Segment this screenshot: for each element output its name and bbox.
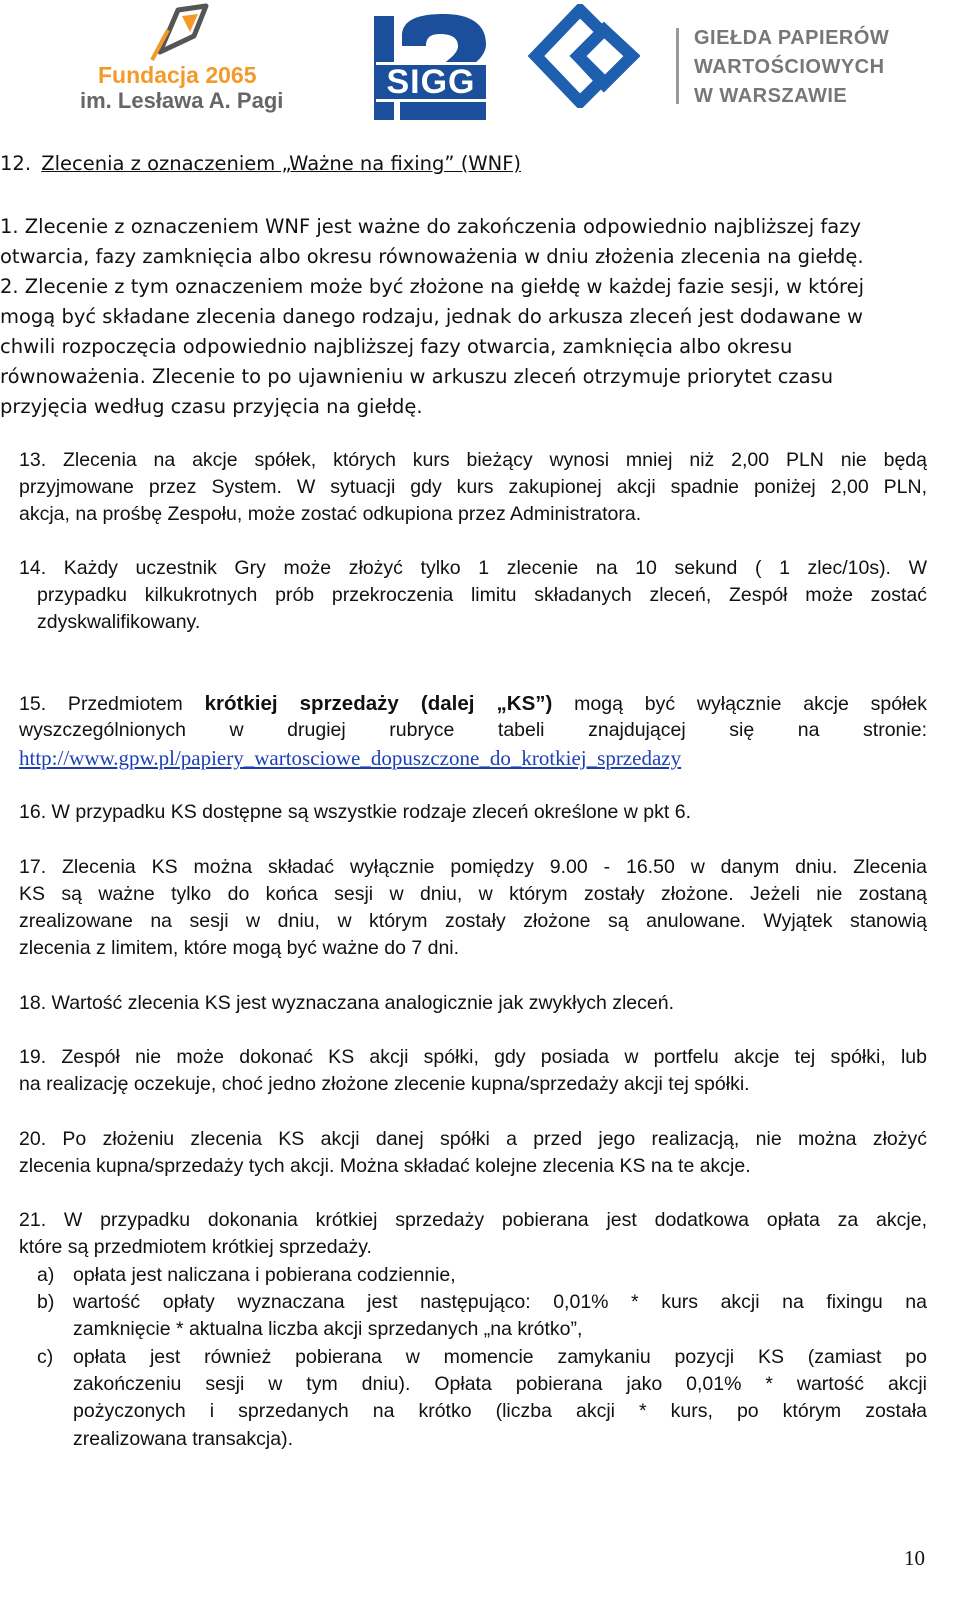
section-17-line: KS są ważne tylko do końca sesji w dniu, w którym zostały złożone. Jeżeli nie zostaną [19, 883, 927, 905]
section-18-text: 18. Wartość zlecenia KS jest wyznaczana analogicznie jak zwykłych zleceń. [19, 992, 674, 1014]
section-21-line: 21. W przypadku dokonania krótkiej sprzedaży pobierana jest dodatkowa opłata za akcje, [19, 1209, 927, 1231]
section-12-heading [0, 152, 521, 175]
gpw-name-line2: WARTOŚCIOWYCH [694, 56, 885, 78]
text-line: 2. Zlecenie z tym oznaczeniem może być złożone na giełdę w każdej fazie sesji, w której [0, 275, 865, 298]
section-17-line: 17. Zlecenia KS można składać wyłącznie pomiędzy 9.00 - 16.50 w danym dniu. Zlecenia [19, 856, 927, 878]
text-line: równoważenia. Zlecenie to po ujawnieniu w arkuszu zleceń otrzymuje priorytet czasu [0, 365, 834, 388]
list-item-text: zamknięcie * aktualna liczba akcji sprzedanych „na krótko”, [73, 1318, 583, 1340]
gpw-emblem-icon [528, 4, 640, 108]
fundacja-logo [80, 0, 300, 118]
section-14-line: 14. Każdy uczestnik Gry może złożyć tylko 1 zlecenie na 10 sekund ( 1 zlec/10s). W [19, 557, 927, 579]
sigg-logo [374, 14, 488, 120]
text-line: przyjęcia według czasu przyjęcia na giełdę. [0, 395, 423, 418]
section-19-line: 19. Zespół nie może dokonać KS akcji spółki, gdy posiada w portfelu akcje tej spółki, lub [19, 1046, 927, 1068]
section-17-line: zlecenia z limitem, które mogą być ważne do 7 dni. [19, 937, 460, 959]
section-16-text: 16. W przypadku KS dostępne są wszystkie rodzaje zleceń określone w pkt 6. [19, 801, 691, 823]
section-19-line: na realizację oczekuje, choć jedno złożone zlecenie kupna/sprzedaży akcji tej spółki. [19, 1073, 750, 1095]
text-span: mogą być wyłącznie akcje spółek [552, 693, 927, 715]
gpw-name-line3: W WARSZAWIE [694, 85, 848, 107]
text-line: 1. Zlecenie z oznaczeniem WNF jest ważne do zakończenia odpowiednio najbliższej fazy [0, 215, 861, 238]
section-20-line: zlecenia kupna/sprzedaży tych akcji. Można składać kolejne zlecenia KS na te akcje. [19, 1155, 751, 1177]
section-13-line: przyjmowane przez System. W sytuacji gdy kurs zakupionej akcji spadnie poniżej 2,00 PLN, [19, 476, 927, 498]
section-14-line: przypadku kilkukrotnych prób przekroczenia limitu składanych zleceń, Zespół może zostać [37, 584, 927, 606]
text-span: 15. Przedmiotem [19, 693, 205, 715]
list-item-text: zrealizowana transakcja). [73, 1428, 294, 1450]
ks-term: krótkiej sprzedaży (dalej „KS”) [204, 692, 553, 715]
list-item-text: wartość opłaty wyznaczana jest następująco: 0,01% * kurs akcji na fixingu na [73, 1291, 927, 1313]
sigg-text: SIGG [376, 62, 486, 102]
short-sale-list-link[interactable]: http://www.gpw.pl/papiery_wartosciowe_dopuszczone_do_krotkiej_sprzedazy [19, 746, 682, 770]
fundacja-name: Fundacja 2065 [98, 62, 257, 88]
section-15-line1 [19, 692, 927, 716]
list-marker: c) [37, 1346, 54, 1368]
gpw-divider [676, 28, 679, 104]
gpw-name-line1: GIEŁDA PAPIERÓW [694, 27, 890, 49]
fundacja-emblem-icon [148, 2, 218, 64]
list-item-text: zakończeniu sesji w tym dniu). Opłata pobierana jako 0,01% * wartość akcji [73, 1373, 927, 1395]
list-marker: a) [37, 1264, 55, 1286]
text-line: otwarcia, fazy zamknięcia albo okresu równoważenia w dniu złożenia zlecenia na giełdę. [0, 245, 864, 268]
list-item-text: opłata jest naliczana i pobierana codziennie, [73, 1264, 456, 1286]
section-21-line: które są przedmiotem krótkiej sprzedaży. [19, 1236, 372, 1258]
section-13-line: akcja, na prośbę Zespołu, może zostać odkupiona przez Administratora. [19, 503, 642, 525]
section-15-line2: wyszczególnionych w drugiej rubryce tabeli znajdującej się na stronie: [19, 719, 927, 741]
section-12-number: 12. [0, 152, 32, 175]
section-13-line: 13. Zlecenia na akcje spółek, których kurs bieżący wynosi mniej niż 2,00 PLN nie będą [19, 449, 927, 471]
section-17-line: zrealizowane na sesji w dniu, w którym zostały złożone są anulowane. Wyjątek stanowią [19, 910, 927, 932]
list-item-text: pożyczonych i sprzedanych na krótko (liczba akcji * kurs, po którym została [73, 1400, 927, 1422]
text-line: chwili rozpoczęcia odpowiednio najbliższej fazy otwarcia, zamknięcia albo okresu [0, 335, 793, 358]
section-14-line: zdyskwalifikowany. [37, 611, 201, 633]
list-item-text: opłata jest również pobierana w momencie zamykaniu pozycji KS (zamiast po [73, 1346, 927, 1368]
section-20-line: 20. Po złożeniu zlecenia KS akcji danej spółki a przed jego realizacją, nie można złożyć [19, 1128, 927, 1150]
fundacja-patron: im. Lesława A. Pagi [80, 88, 284, 113]
text-line: mogą być składane zlecenia danego rodzaju, jednak do arkusza zleceń jest dodawane w [0, 305, 863, 328]
gpw-logo [528, 4, 908, 114]
page-number: 10 [904, 1546, 925, 1570]
section-12-title: Zlecenia z oznaczeniem „Ważne na fixing” (WNF) [41, 152, 522, 175]
list-marker: b) [37, 1291, 55, 1313]
